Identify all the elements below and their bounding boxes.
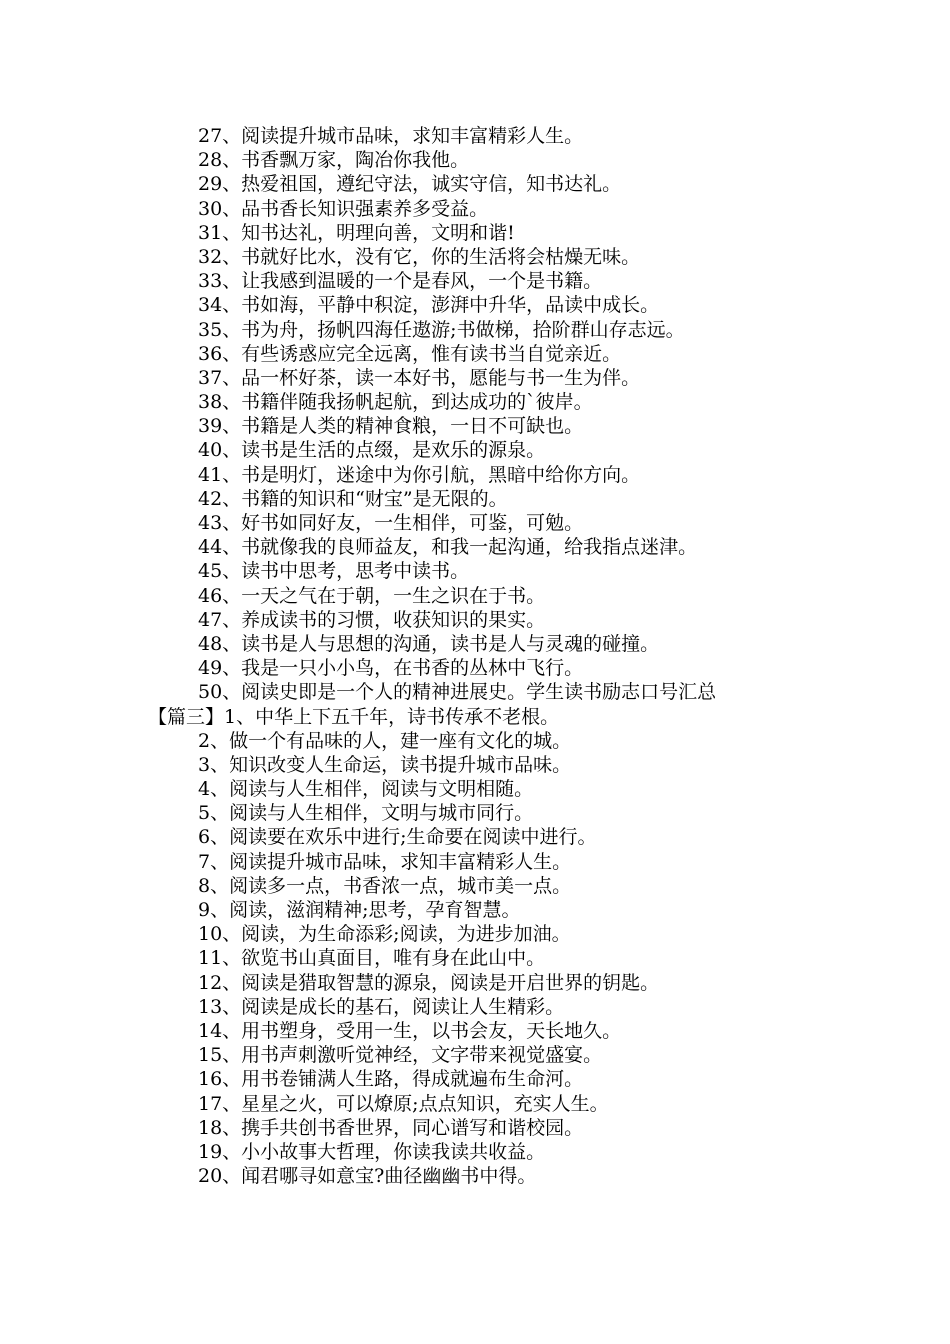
- text-line: 46、一天之气在于朝，一生之识在于书。: [198, 584, 546, 607]
- text-line: 17、星星之火，可以燎原;点点知识，充实人生。: [198, 1092, 609, 1115]
- text-line: 47、养成读书的习惯，收获知识的果实。: [198, 608, 546, 631]
- text-line: 27、阅读提升城市品味，求知丰富精彩人生。: [198, 125, 584, 147]
- text-line: 16、用书卷铺满人生路，得成就遍布生命河。: [198, 1068, 584, 1091]
- text-line: 48、读书是人与思想的沟通，读书是人与灵魂的碰撞。: [198, 632, 660, 655]
- text-line: 39、书籍是人类的精神食粮，一日不可缺也。: [198, 415, 584, 438]
- text-line: 31、知书达礼，明理向善，文明和谐!: [198, 221, 515, 244]
- text-line: 20、闻君哪寻如意宝?曲径幽幽书中得。: [198, 1165, 537, 1188]
- text-line: 2、做一个有品味的人，建一座有文化的城。: [198, 729, 572, 752]
- text-body: [148, 124, 848, 1188]
- text-line: 41、书是明灯，迷途中为你引航，黑暗中给你方向。: [198, 463, 641, 486]
- text-line: 45、读书中思考，思考中读书。: [198, 560, 470, 583]
- text-line: 50、阅读史即是一个人的精神进展史。学生读书励志口号汇总: [198, 681, 717, 704]
- text-line: 29、热爱祖国，遵纪守法，诚实守信，知书达礼。: [198, 173, 622, 196]
- text-line: 5、阅读与人生相伴，文明与城市同行。: [198, 802, 534, 825]
- text-line: 44、书就像我的良师益友，和我一起沟通，给我指点迷津。: [198, 536, 698, 559]
- text-line: 7、阅读提升城市品味，求知丰富精彩人生。: [198, 850, 572, 873]
- text-line: 36、有些诱惑应完全远离，惟有读书当自觉亲近。: [198, 342, 622, 365]
- text-line: 【篇三】1、中华上下五千年，诗书传承不老根。: [148, 705, 560, 728]
- text-line: 13、阅读是成长的基石，阅读让人生精彩。: [198, 995, 565, 1018]
- text-line: 14、用书塑身，受用一生，以书会友，天长地久。: [198, 1019, 622, 1042]
- text-line: 9、阅读，滋润精神;思考，孕育智慧。: [198, 899, 521, 921]
- text-line: 10、阅读，为生命添彩;阅读，为进步加油。: [198, 923, 571, 946]
- text-line: 4、阅读与人生相伴，阅读与文明相随。: [198, 778, 534, 801]
- text-line: 28、书香飘万家，陶冶你我他。: [198, 149, 470, 172]
- text-line: 38、书籍伴随我扬帆起航，到达成功的`彼岸。: [198, 391, 593, 414]
- text-line: 12、阅读是猎取智慧的源泉，阅读是开启世界的钥匙。: [198, 971, 660, 994]
- text-line: 19、小小故事大哲理，你读我读共收益。: [198, 1140, 546, 1163]
- text-line: 34、书如海，平静中积淀，澎湃中升华，品读中成长。: [198, 294, 660, 317]
- text-line: 37、品一杯好茶，读一本好书，愿能与书一生为伴。: [198, 366, 641, 389]
- text-line: 42、书籍的知识和“财宝”是无限的。: [198, 487, 508, 510]
- text-line: 33、让我感到温暖的一个是春风，一个是书籍。: [198, 270, 603, 293]
- text-line: 32、书就好比水，没有它，你的生活将会枯燥无味。: [198, 245, 641, 268]
- text-line: 11、欲览书山真面目，唯有身在此山中。: [198, 947, 546, 970]
- text-line: 35、书为舟，扬帆四海任遨游;书做梯，拾阶群山存志远。: [198, 318, 685, 341]
- text-line: 15、用书声刺激听觉神经，文字带来视觉盛宴。: [198, 1044, 603, 1067]
- text-line: 49、我是一只小小鸟，在书香的丛林中飞行。: [198, 657, 584, 680]
- text-line: 43、好书如同好友，一生相伴，可鉴，可勉。: [198, 512, 584, 534]
- text-line: 30、品书香长知识强素养多受益。: [198, 197, 489, 220]
- text-line: 18、携手共创书香世界，同心谱写和谐校园。: [198, 1116, 584, 1139]
- text-line: 8、阅读多一点，书香浓一点，城市美一点。: [198, 874, 572, 897]
- text-line: 40、读书是生活的点缀，是欢乐的源泉。: [198, 439, 546, 462]
- text-line: 3、知识改变人生命运，读书提升城市品味。: [198, 753, 572, 776]
- text-line: 6、阅读要在欢乐中进行;生命要在阅读中进行。: [198, 826, 597, 849]
